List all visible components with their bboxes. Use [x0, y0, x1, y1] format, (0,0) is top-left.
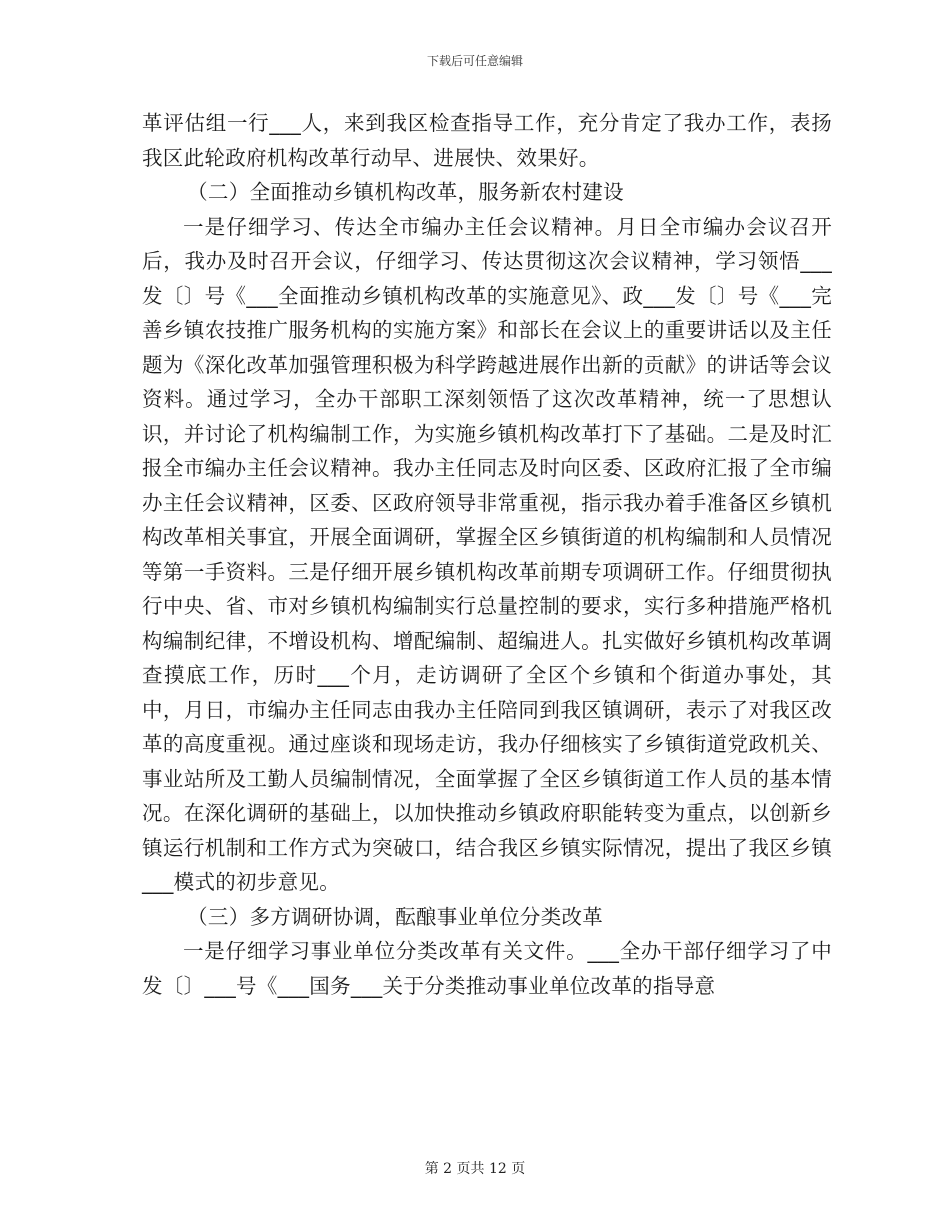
section-heading-2: （二）全面推动乡镇机构改革，服务新农村建设: [187, 180, 624, 204]
section-heading-3: （三）多方调研协调，酝酿事业单位分类改革: [187, 904, 604, 929]
paragraph-continuation: 革评估组一行___人，来到我区检查指导工作，充分肯定了我办工作，表扬我区此轮政府机构改革行动早、进展快、效果好。: [142, 111, 832, 170]
paragraph-public-institutions: 一是仔细学习事业单位分类改革有关文件。___全办干部仔细学习了中发〔〕___号《___国务___关于分类推动事业单位改革的指导意: [142, 939, 832, 998]
page-header: 下载后可任意编辑: [426, 54, 523, 68]
paragraph-township-reform: 一是仔细学习、传达全市编办主任会议精神。月日全市编办会议召开后，我办及时召开会议，仔细学习、传达贯彻这次会议精神，学习领悟___发〔〕号《___全面推动乡镇机构改革的实施意见》、政___发〔〕号《___完善乡镇农技推广服务机构的实施方案》和部长在会议上的重要讲话以及主任题为《深化改革加强管理积极为科学跨越进展作出新的贡献》的讲话等会议资料。通过学习，全办干部职工深刻领悟了这次改革精神，统一了思想认识，并讨论了机构编制工作，为实施乡镇机构改革打下了基础。二是及时汇报全市编办主任会议精神。我办主任同志及时向区委、区政府汇报了全市编办主任会议精神，区委、区政府领导非常重视，指示我办着手准备区乡镇机构改革相关事宜，开展全面调研，掌握全区乡镇街道的机构编制和人员情况等第一手资料。三是仔细开展乡镇机构改革前期专项调研工作。仔细贯彻执行中央、省、市对乡镇机构编制实行总量控制的要求，实行多种措施严格机构编制纪律，不增设机构、增配编制、超编进人。扎实做好乡镇机构改革调查摸底工作，历时___个月，走访调研了全区个乡镇和个街道办事处，其中，月日，市编办主任同志由我办主任陪同到我区镇调研，表示了对我区改革的高度重视。通过座谈和现场走访，我办仔细核实了乡镇街道党政机关、事业站所及工勤人员编制情况，全面掌握了全区乡镇街道工作人员的基本情况。在深化调研的基础上，以加快推动乡镇政府职能转变为重点，以创新乡镇运行机制和工作方式为突破口，结合我区乡镇实际情况，提出了我区乡镇___模式的初步意见。: [142, 214, 832, 894]
page-footer: 第 2 页共 12 页: [424, 1161, 526, 1177]
document-body: [142, 106, 832, 1003]
